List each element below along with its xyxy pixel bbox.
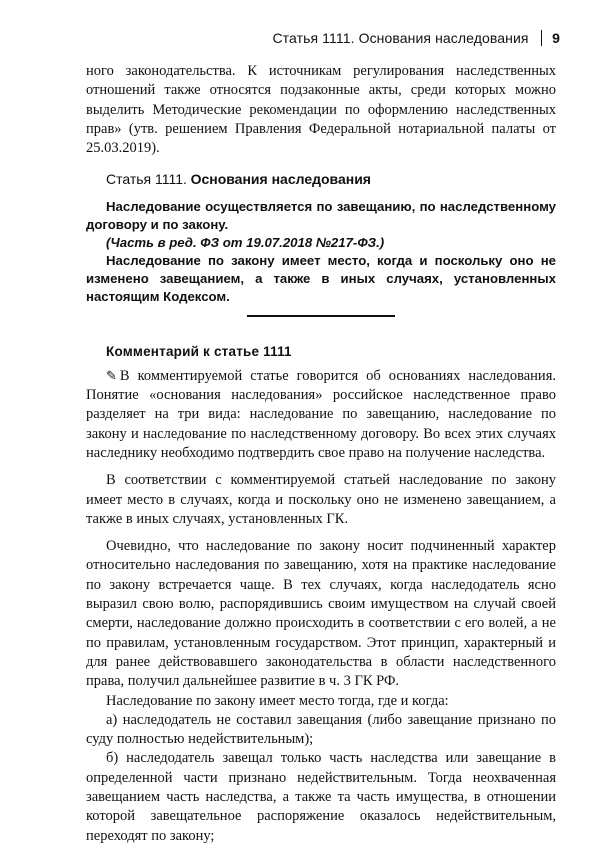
article-text-part-1: Наследование осуществляется по завещанию, по наследственному договору и по закону. xyxy=(86,199,556,233)
article-text-part-2: Наследование по закону имеет место, когда и поскольку оно не изменено завещанием, а также в иных случаях, установленных настоящим Кодексом. xyxy=(86,253,556,305)
article-divider xyxy=(247,315,395,316)
intro-paragraph: ного законодательства. К источникам регулирования наследственных отношений также относятся подзаконные акты, среди которых можно выделить Методические рекомендации по оформлению наследственных прав» (утв. решением Правления Федеральной нотариальной палаты от 25.03.2019). xyxy=(86,63,556,157)
article-heading xyxy=(86,170,556,190)
page-body xyxy=(86,62,556,846)
article-number: Статья 1111. xyxy=(106,171,187,188)
article-title: Основания наследования xyxy=(190,171,371,188)
article-edition-note: (Часть в ред. ФЗ от 19.07.2018 №217-ФЗ.) xyxy=(106,235,385,251)
running-header-title: Статья 1111. Основания наследования xyxy=(272,30,529,46)
commentary-paragraph: ✎ В комментируемой статье говорится об основаниях наследования. Понятие «основания наследования» российское наследственное право разделяет на три вида: наследование по завещанию, наследование по закону и наследование по наследственному договору. Во всех этих случаях наследнику необходимо подтвердить свое право на получение наследства. xyxy=(86,367,556,461)
commentary-paragraph: В соответствии с комментируемой статьей наследование по закону имеет место в случаях, когда и поскольку оно не изменено завещанием, а также в иных случаях, установленных ГК. xyxy=(86,472,556,527)
commentary-heading: Комментарий к статье 1111 xyxy=(106,343,292,359)
running-header xyxy=(0,30,560,46)
page-number: 9 xyxy=(552,30,560,46)
commentary-paragraph: Очевидно, что наследование по закону носит подчиненный характер относительно наследования по завещанию, хотя на практике наследование по закону встречается чаще. В тех случаях, когда наследодатель ясно выразил свою волю, распорядившись своим имуществом на случай своей смерти, наследование должно происходить в соответствии с его волей, а не по правилам, установленным государством. Этот принцип, характерный и для ранее действовавшего законодательства в области наследственного права, получил дальнейшее развитие в ч. 3 ГК РФ. xyxy=(86,538,556,690)
header-divider xyxy=(541,30,543,46)
commentary-list-item: б) наследодатель завещал только часть наследства или завещание в определенной части признано недействительным. Тогда неохваченная завещанием часть наследства, а также та часть имущества, в отношении которой завещательное распоряжение оказалось недействительным, переходят по закону; xyxy=(86,750,556,844)
pen-icon: ✎ xyxy=(106,367,117,383)
commentary-paragraph: Наследование по закону имеет место тогда, где и когда: xyxy=(106,692,449,709)
commentary-body xyxy=(86,366,556,846)
commentary-list-item: а) наследодатель не составил завещания (либо завещание признано по суду полностью недействительным); xyxy=(86,711,556,748)
